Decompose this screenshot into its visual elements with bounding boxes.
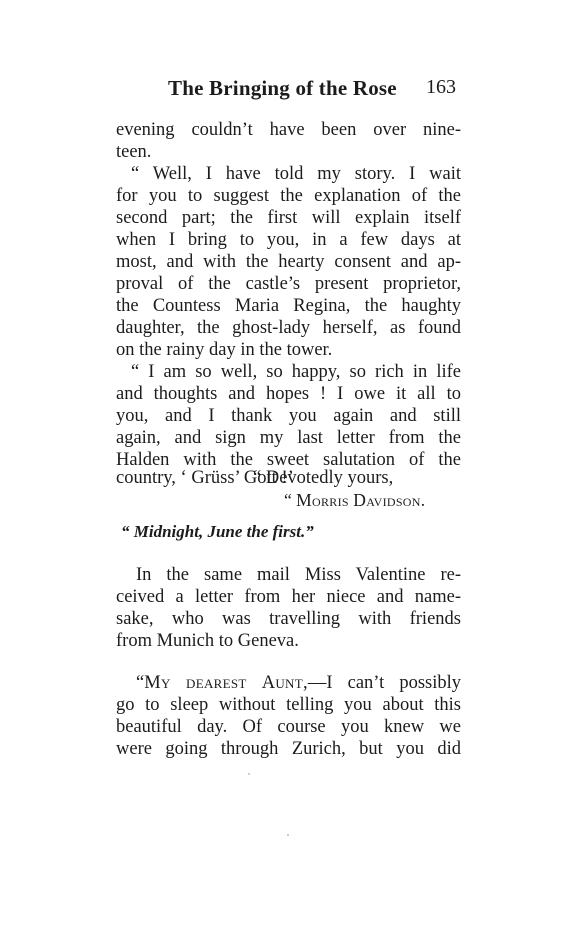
text-line: and thoughts and hopes ! I owe it all to [116,384,461,404]
text-line: were going through Zurich, but you did [116,739,461,759]
text-line: the Countess Maria Regina, the haughty [116,296,461,316]
text-line: for you to suggest the explanation of the [116,186,461,206]
text-line: “ I am so well, so happy, so rich in life [131,362,461,382]
running-header [168,76,468,104]
text-line: ceived a letter from her niece and name- [116,587,461,607]
signature-closing: “ Devotedly yours, [253,468,394,488]
text-line: teen. [116,142,152,162]
text-line: second part; the first will explain itself [116,208,461,228]
page-number: 163 [426,76,456,98]
text-line: most, and with the hearty consent and ap- [116,252,461,272]
text-line: Halden with the sweet salutation of the [116,450,461,470]
paper-speck [287,834,289,836]
signature-name: “ Morris Davidson. [284,490,426,510]
text-line: you, and I thank you again and still [116,406,461,426]
text-line: from Munich to Geneva. [116,631,299,651]
text-line: country, ‘ Grüss’ Gott !’ [116,468,294,488]
text-line: again, and sign my last letter from the [116,428,461,448]
text-line: proval of the castle’s present proprietor, [116,274,461,294]
running-title: The Bringing of the Rose [168,76,397,100]
text-line: on the rainy day in the tower. [116,340,333,360]
text-line: when I bring to you, in a few days at [116,230,461,250]
letter-salutation-line: “My dearest Aunt,—I can’t possibly [136,673,461,693]
dateline: “ Midnight, June the first.” [121,522,314,541]
paper-speck [248,773,250,775]
text-line: evening couldn’t have been over nine- [116,120,461,140]
text-line: beautiful day. Of course you knew we [116,717,461,737]
text-line: “ Well, I have told my story. I wait [131,164,461,184]
text-line: daughter, the ghost-lady herself, as found [116,318,461,338]
text-line: sake, who was travelling with friends [116,609,461,629]
text-line: go to sleep without telling you about this [116,695,461,715]
text-line: In the same mail Miss Valentine re- [136,565,461,585]
